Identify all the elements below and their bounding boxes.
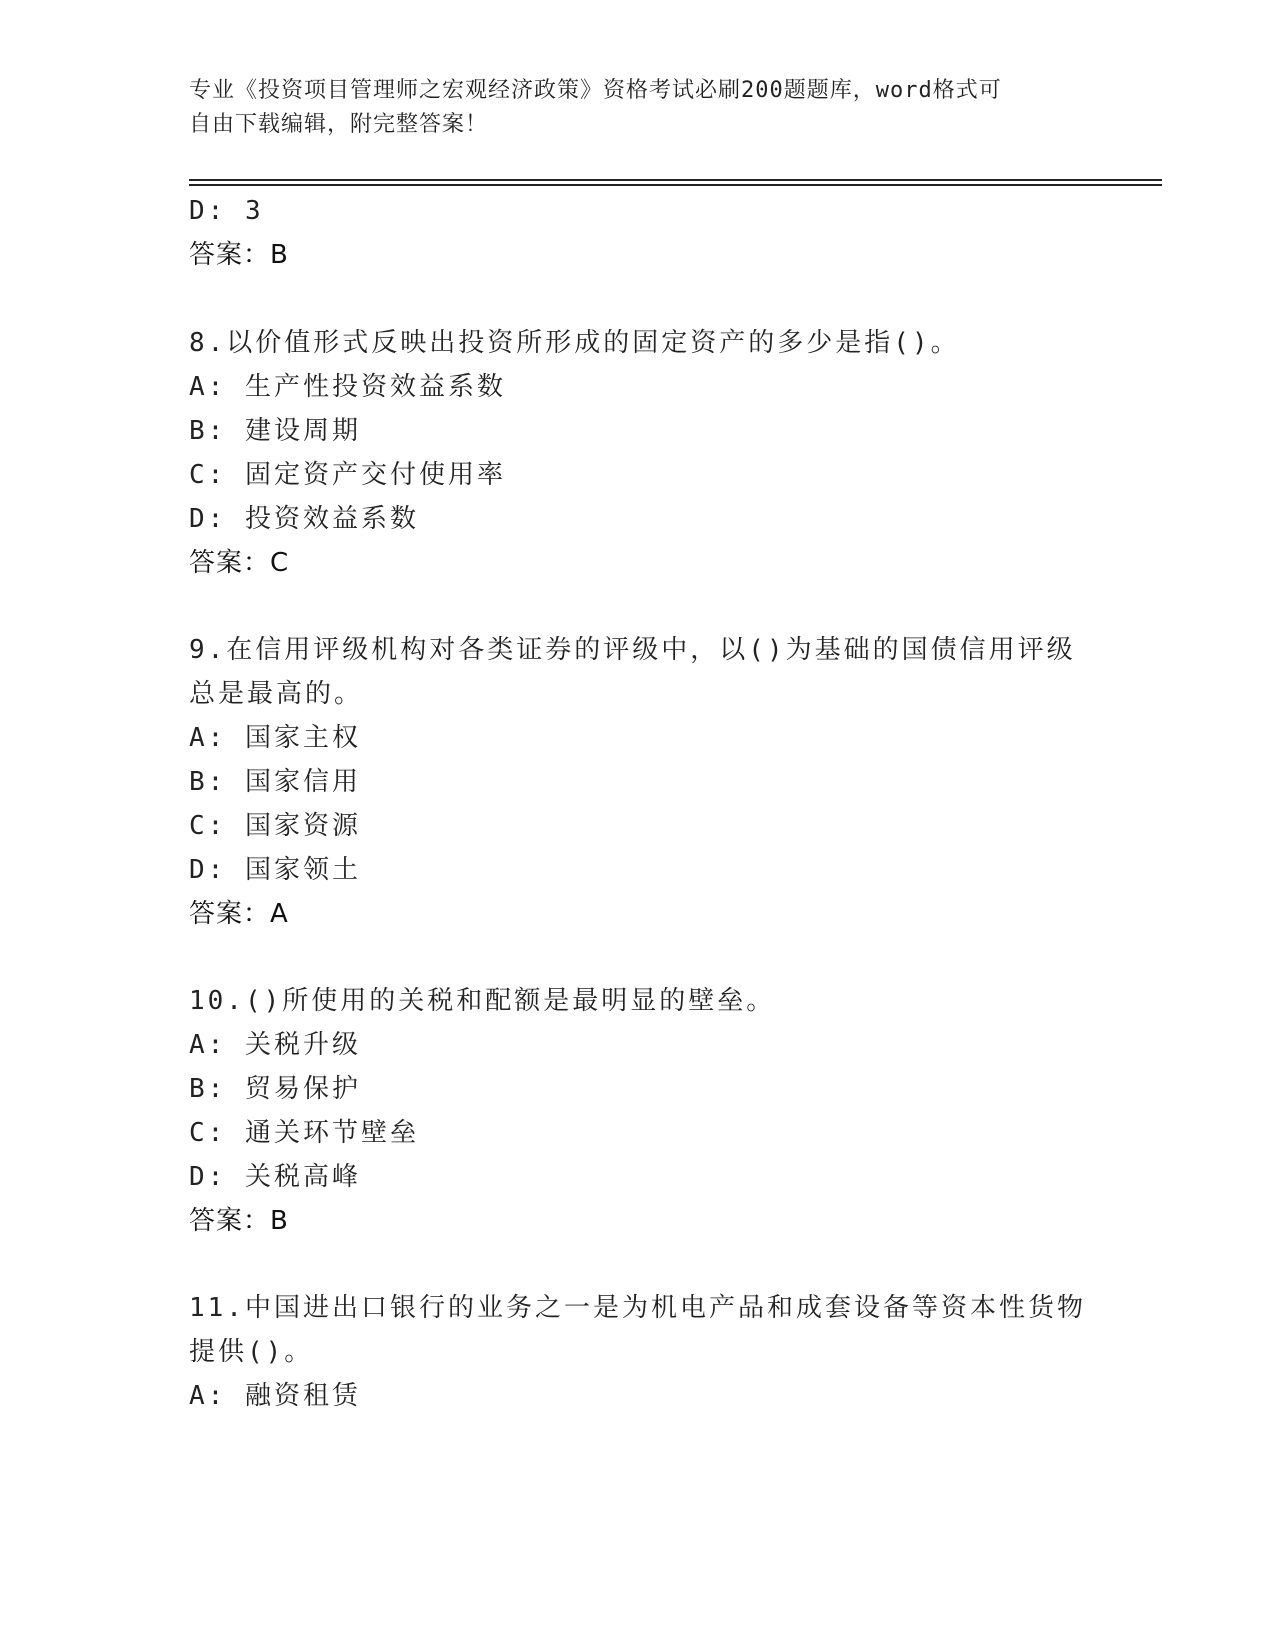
header-line-1: 专业《投资项目管理师之宏观经济政策》资格考试必刷200题题库，word格式可 <box>189 78 1002 103</box>
q8-option-c: C: 固定资产交付使用率 <box>189 460 506 490</box>
q9-answer: 答案：A <box>189 899 289 929</box>
header-rule-top <box>189 179 1162 181</box>
q9-stem-line-2: 总是最高的。 <box>189 679 364 709</box>
q10-option-c: C: 通关环节壁垒 <box>189 1118 419 1148</box>
q11-stem-line-1: 11.中国进出口银行的业务之一是为机电产品和成套设备等资本性货物 <box>189 1293 1086 1323</box>
q8-stem: 8.以价值形式反映出投资所形成的固定资产的多少是指()。 <box>189 328 960 358</box>
q9-option-a: A: 国家主权 <box>189 723 361 753</box>
header-rule-bottom <box>189 184 1162 186</box>
q8-option-a: A: 生产性投资效益系数 <box>189 372 506 402</box>
q10-option-b: B: 贸易保护 <box>189 1074 361 1104</box>
prev-option-d: D: 3 <box>189 196 264 226</box>
q10-option-a: A: 关税升级 <box>189 1030 361 1060</box>
document-header <box>189 74 1089 142</box>
q8-option-b: B: 建设周期 <box>189 416 361 446</box>
q10-option-d: D: 关税高峰 <box>189 1162 361 1192</box>
q9-option-d: D: 国家领土 <box>189 855 361 885</box>
q10-stem: 10.()所使用的关税和配额是最明显的壁垒。 <box>189 986 776 1016</box>
q10-answer: 答案：B <box>189 1206 289 1236</box>
q11-option-a: A: 融资租赁 <box>189 1381 361 1411</box>
q9-option-c: C: 国家资源 <box>189 811 361 841</box>
prev-answer: 答案：B <box>189 240 289 270</box>
q8-option-d: D: 投资效益系数 <box>189 504 419 534</box>
q9-option-b: B: 国家信用 <box>189 767 361 797</box>
header-line-2: 自由下载编辑，附完整答案！ <box>189 112 489 137</box>
q8-answer: 答案：C <box>189 548 290 578</box>
q11-stem-line-2: 提供()。 <box>189 1337 314 1367</box>
q9-stem-line-1: 9.在信用评级机构对各类证券的评级中，以()为基础的国债信用评级 <box>189 635 1076 665</box>
